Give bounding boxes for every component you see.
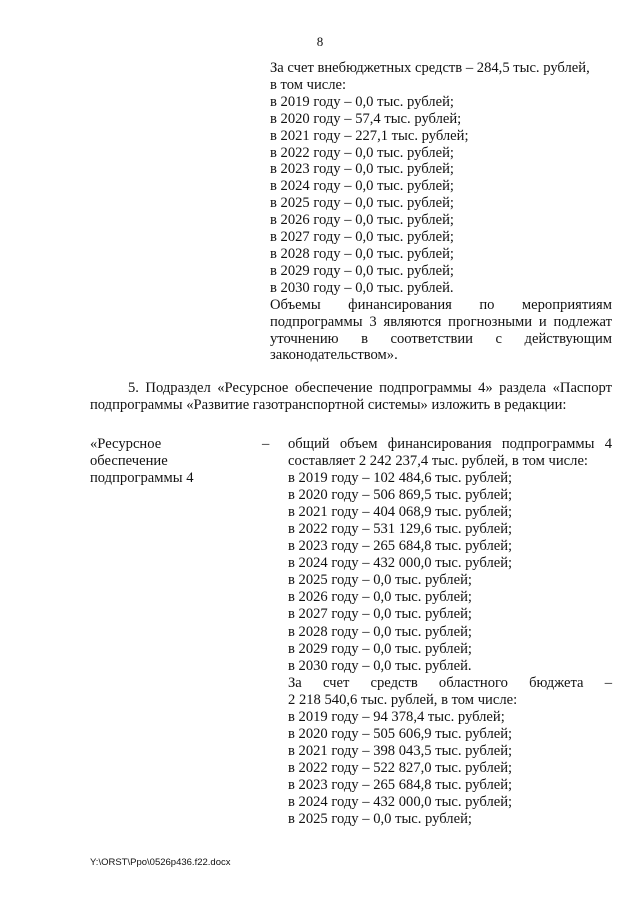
text-line: в 2023 году – 265 684,8 тыс. рублей;: [288, 776, 513, 793]
text-line: в 2026 году – 0,0 тыс. рублей;: [288, 589, 472, 606]
text-line: в 2025 году – 0,0 тыс. рублей;: [288, 811, 472, 828]
paragraph-line-2: подпрограммы «Развитие газотранспортной системы» изложить в редакции:: [90, 397, 567, 413]
text-line: в 2029 году – 0,0 тыс. рублей;: [270, 262, 454, 279]
text-line: в 2030 году – 0,0 тыс. рублей.: [288, 657, 472, 674]
text-line: в 2020 году – 506 869,5 тыс. рублей;: [288, 487, 513, 504]
file-path-footer: Y:\ORST\Ppo\0526p436.f22.docx: [90, 857, 231, 868]
text-line: в 2027 году – 0,0 тыс. рублей;: [288, 606, 472, 623]
text-line: За счет средств областного бюджета –: [288, 674, 612, 691]
text-line: составляет 2 242 237,4 тыс. рублей, в том числе:: [288, 453, 588, 470]
subprogram4-funding-block: [288, 436, 612, 828]
text-line: в 2022 году – 522 827,0 тыс. рублей;: [288, 759, 513, 776]
text-line: в 2021 году – 227,1 тыс. рублей;: [270, 127, 469, 144]
text-line: в 2025 году – 0,0 тыс. рублей;: [270, 195, 454, 212]
label-line: подпрограммы 4: [90, 470, 194, 486]
text-line: в 2020 году – 505 606,9 тыс. рублей;: [288, 725, 513, 742]
label-line: «Ресурсное: [90, 436, 162, 452]
text-line: в 2026 году – 0,0 тыс. рублей;: [270, 212, 454, 229]
text-line: в 2028 году – 0,0 тыс. рублей;: [288, 623, 472, 640]
amendment-paragraph: [90, 380, 612, 414]
label-dash: –: [262, 436, 270, 452]
text-line: уточнению в соответствии с действующим: [270, 330, 612, 347]
text-line: в том числе:: [270, 76, 347, 93]
text-line: в 2021 году – 398 043,5 тыс. рублей;: [288, 742, 513, 759]
text-line: в 2025 году – 0,0 тыс. рублей;: [288, 572, 472, 589]
text-line: в 2024 году – 0,0 тыс. рублей;: [270, 178, 454, 195]
text-line: 2 218 540,6 тыс. рублей, в том числе:: [288, 691, 518, 708]
text-line: законодательством».: [270, 347, 398, 364]
text-line: в 2023 году – 265 684,8 тыс. рублей;: [288, 538, 513, 555]
text-line: в 2024 году – 432 000,0 тыс. рублей;: [288, 793, 513, 810]
text-line: в 2029 году – 0,0 тыс. рублей;: [288, 640, 472, 657]
text-line: в 2027 году – 0,0 тыс. рублей;: [270, 229, 454, 246]
text-line: подпрограммы 3 являются прогнозными и подлежат: [270, 313, 612, 330]
resource-label: [90, 436, 240, 487]
text-line: в 2023 году – 0,0 тыс. рублей;: [270, 161, 454, 178]
text-line: За счет внебюджетных средств – 284,5 тыс. рублей,: [270, 60, 590, 76]
text-line: Объемы финансирования по мероприятиям: [270, 296, 612, 313]
text-line: в 2021 году – 404 068,9 тыс. рублей;: [288, 504, 513, 521]
text-line: в 2019 году – 94 378,4 тыс. рублей;: [288, 708, 505, 725]
text-line: в 2019 году – 0,0 тыс. рублей;: [270, 93, 454, 110]
page-number: 8: [316, 34, 324, 49]
text-line: в 2024 году – 432 000,0 тыс. рублей;: [288, 555, 513, 572]
text-line: в 2020 году – 57,4 тыс. рублей;: [270, 110, 462, 127]
paragraph-line-1: 5. Подраздел «Ресурсное обеспечение подпрограммы 4» раздела «Паспорт: [128, 380, 612, 396]
text-line: в 2022 году – 0,0 тыс. рублей;: [270, 144, 454, 161]
label-line: обеспечение: [90, 453, 168, 469]
text-line: в 2019 году – 102 484,6 тыс. рублей;: [288, 470, 513, 487]
external-funds-block: [270, 60, 612, 364]
text-line: общий объем финансирования подпрограммы 4: [288, 436, 612, 452]
text-line: в 2030 году – 0,0 тыс. рублей.: [270, 279, 454, 296]
text-line: в 2028 году – 0,0 тыс. рублей;: [270, 245, 454, 262]
text-line: в 2022 году – 531 129,6 тыс. рублей;: [288, 521, 513, 538]
